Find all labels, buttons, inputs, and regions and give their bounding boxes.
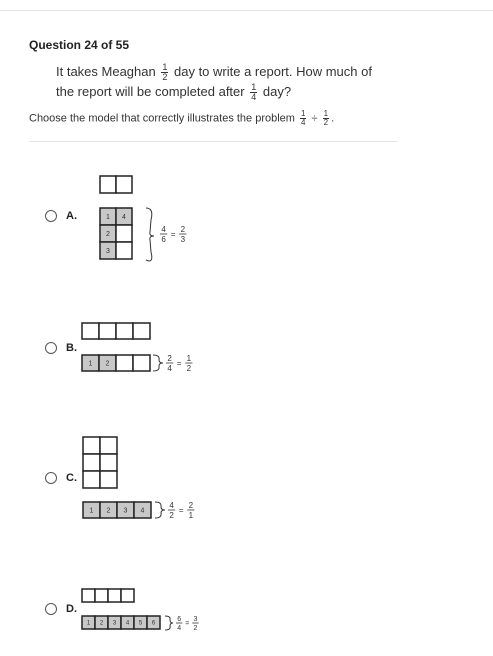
option-c-equation-digit: 1 [188,511,194,520]
option-c-equation-digit: 2 [188,501,194,510]
option-d-equation-digit: 6 [177,616,182,623]
option-d-model [80,586,210,636]
option-d-equation-digit: 2 [193,625,198,632]
question-text-part3: day? [262,84,292,100]
breadcrumb [10,0,13,4]
option-d-radio[interactable] [45,603,57,615]
option-b-cell [116,355,133,371]
fraction-a: $\frac{1}{4}$ [301,109,306,127]
option-c-cell-label: 2 [106,507,111,515]
option-d-cell-label: 4 [125,620,130,627]
option-c-radio[interactable] [45,472,57,484]
option-b-cell-label: 1 [88,360,93,368]
option-a-cell-label: 2 [106,231,110,238]
option-b-equation-digit: 1 [186,354,192,363]
option-a-equation-digit: 4 [161,225,166,234]
divide-sign: ÷ [311,112,318,125]
option-a-model [96,172,196,264]
option-c-cell-label: 1 [89,507,94,515]
option-c-cell-label: 3 [123,507,128,515]
option-d-equals-sign: = [185,620,190,628]
option-b-equation-digit: 2 [186,364,192,373]
option-a-equals-sign: = [170,229,176,239]
question-number: Question 24 of 55 [29,38,130,52]
option-c-equals-sign: = [178,505,184,515]
option-b-model [80,320,210,376]
option-a-equation-digit: 2 [180,225,186,234]
question-text-part2: day to write a report. How much of the report will be completed after [56,64,372,100]
option-b-equation-digit: 4 [167,364,172,373]
option-d-label[interactable]: D. [66,603,77,615]
fraction-b: $\frac{1}{2}$ [323,109,329,127]
option-b-equals-sign: = [176,358,182,368]
fraction-half: $\frac{1}{2}$ [162,62,168,83]
instruction-label: Choose the model that correctly illustrates the problem [29,112,295,125]
option-b-cell-label: 2 [105,360,110,368]
question-text-part1: It takes Meaghan [56,64,156,79]
top-bar [0,0,493,11]
option-a-cell-label: 4 [122,214,126,221]
option-d-cell-label: 1 [86,620,91,627]
option-d-cell-label: 5 [138,620,143,627]
option-b-equation-digit: 2 [167,354,172,363]
option-a-radio[interactable] [45,210,57,222]
option-a-cell-label: 1 [106,214,110,221]
option-a-label[interactable]: A. [66,210,77,222]
option-d-equation-digit: 3 [193,616,198,623]
instruction-text: Choose the model that correctly illustrates the problem $\frac{1}{4}$ ÷ $\frac{1}{2}$ . [29,109,335,127]
option-c-cell-label: 4 [140,507,145,515]
option-b-label[interactable]: B. [66,342,77,354]
divider [29,141,397,142]
option-a-cell [116,225,132,242]
option-a-cell-label: 3 [106,248,110,255]
option-d-cell-label: 6 [151,620,156,627]
option-d-cell-label: 2 [99,620,104,627]
option-a-cell [116,242,132,259]
question-text [56,62,386,102]
option-d-cell-label: 3 [112,620,117,627]
option-b-cell [133,355,150,371]
option-c-model [80,434,210,526]
option-c-equation-digit: 2 [169,511,174,520]
option-d-equation-digit: 4 [177,625,182,632]
option-c-label[interactable]: C. [66,472,77,484]
option-a-equation-digit: 3 [180,235,186,244]
option-c-equation-digit: 4 [169,501,174,510]
fraction-quarter: $\frac{1}{4}$ [251,82,257,103]
option-a-equation-digit: 6 [161,235,166,244]
option-b-radio[interactable] [45,342,57,354]
